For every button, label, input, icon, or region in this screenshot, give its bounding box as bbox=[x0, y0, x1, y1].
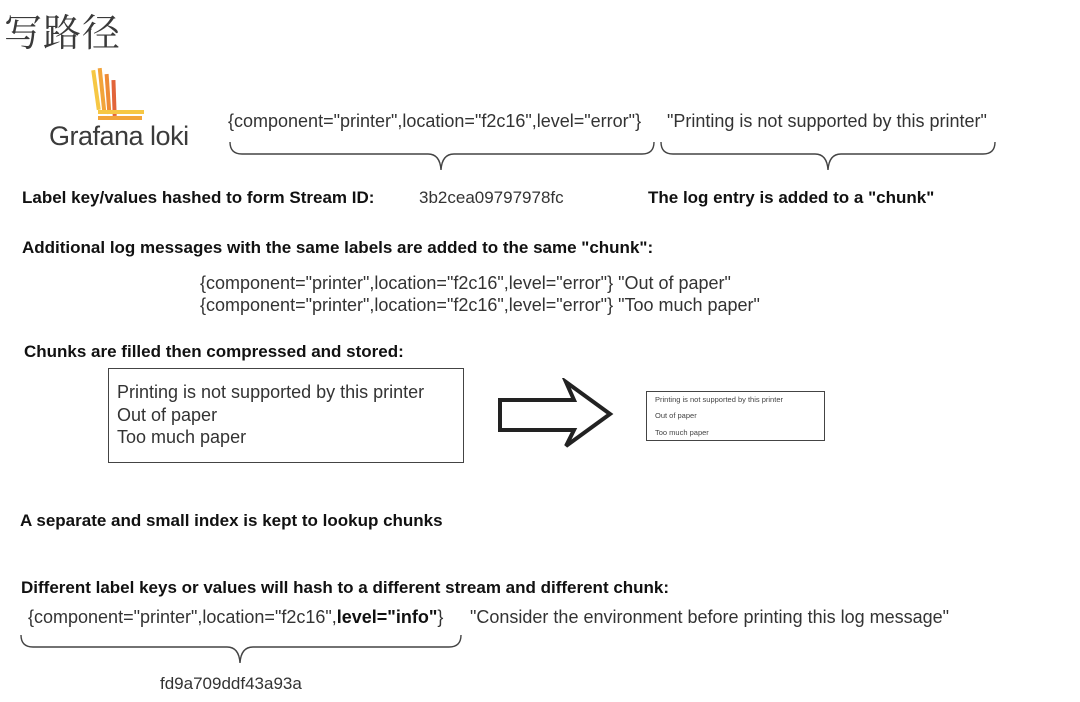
logo-text: Grafana loki bbox=[49, 121, 189, 151]
stream-labels: {component="printer",location="f2c16",level="error"} bbox=[228, 111, 642, 131]
chunk-caption: The log entry is added to a "chunk" bbox=[648, 188, 935, 207]
stream-id-caption: Label key/values hashed to form Stream ID: bbox=[22, 188, 375, 207]
different-stream-id: fd9a709ddf43a93a bbox=[160, 674, 302, 693]
different-heading: Different label keys or values will hash to a different stream and different chunk: bbox=[21, 578, 670, 597]
different-message: "Consider the environment before printing this log message" bbox=[470, 607, 950, 627]
index-note: A separate and small index is kept to lookup chunks bbox=[20, 511, 443, 530]
stream-id-value: 3b2cea09797978fc bbox=[419, 188, 564, 207]
logo-bar bbox=[98, 116, 142, 120]
different-labels bbox=[28, 607, 443, 628]
logo-bar bbox=[98, 110, 144, 114]
chunks-heading: Chunks are filled then compressed and stored: bbox=[24, 342, 404, 361]
uncompressed-chunk-box bbox=[108, 368, 464, 463]
labels-brace bbox=[228, 140, 658, 176]
additional-line: {component="printer",location="f2c16",level="error"} "Out of paper" bbox=[200, 273, 731, 293]
compressed-chunk-line: Out of paper bbox=[655, 411, 697, 420]
labels-level-info: level="info" bbox=[336, 607, 438, 627]
page-title: 写路径 bbox=[4, 11, 122, 55]
different-labels-brace bbox=[19, 633, 469, 669]
compressed-chunk-line: Too much paper bbox=[655, 428, 709, 437]
compressed-chunk-line: Printing is not supported by this printer bbox=[655, 395, 783, 404]
labels-prefix: {component="printer",location="f2c16", bbox=[28, 607, 337, 627]
chunk-line: Out of paper bbox=[117, 404, 218, 425]
additional-line: {component="printer",location="f2c16",level="error"} "Too much paper" bbox=[200, 295, 760, 315]
additional-heading: Additional log messages with the same labels are added to the same "chunk": bbox=[22, 238, 654, 257]
compressed-chunk-box bbox=[646, 391, 825, 441]
labels-suffix: } bbox=[437, 607, 444, 627]
chunk-line: Printing is not supported by this printer bbox=[117, 382, 425, 402]
chunk-line: Too much paper bbox=[117, 427, 247, 447]
message-brace bbox=[659, 140, 999, 176]
log-message: "Printing is not supported by this printer" bbox=[667, 111, 987, 131]
compress-arrow-icon bbox=[496, 378, 616, 452]
